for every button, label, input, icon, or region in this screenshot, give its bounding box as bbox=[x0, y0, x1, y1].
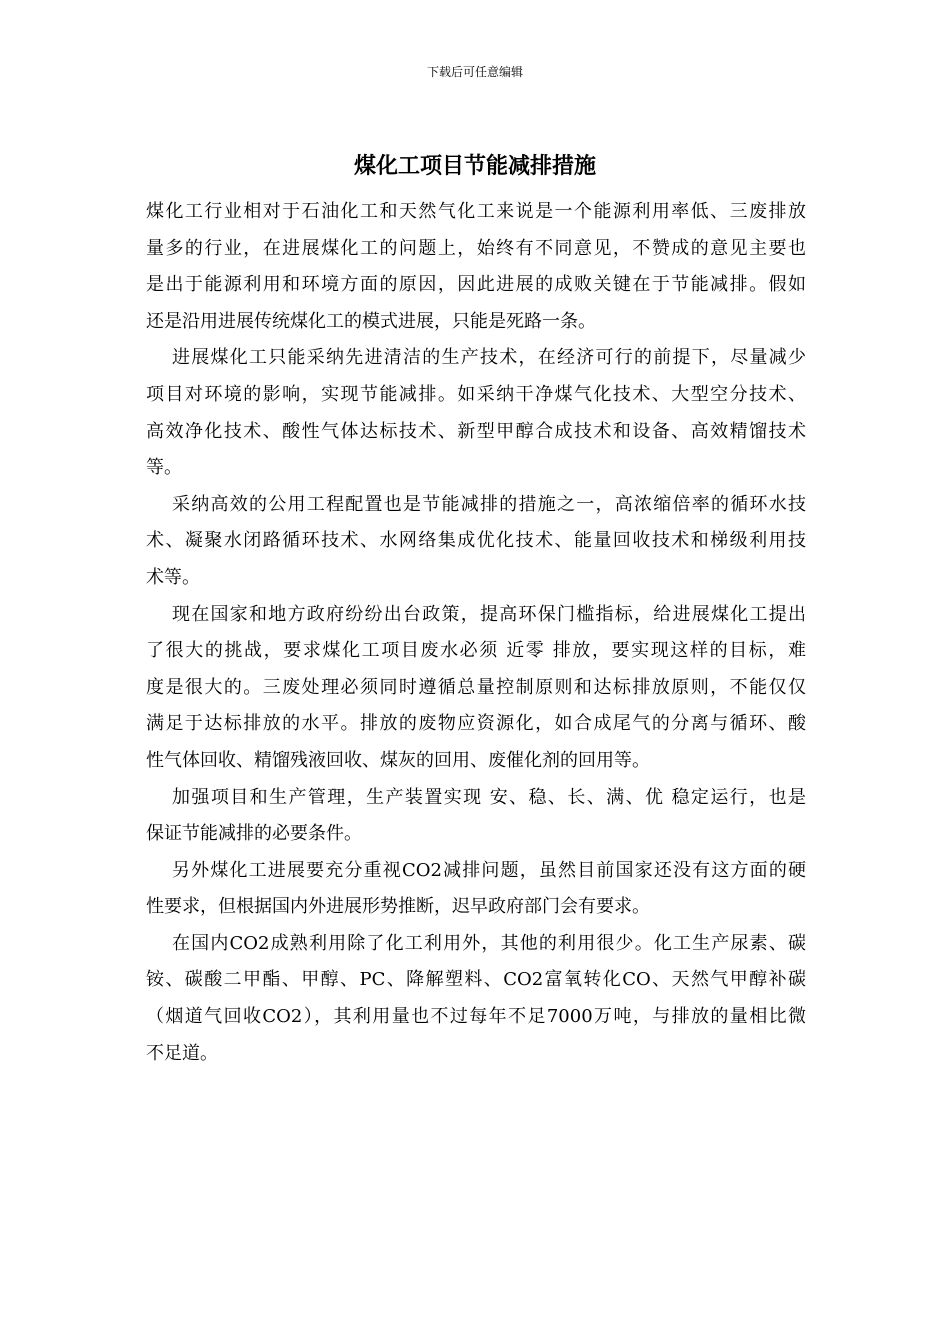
paragraph-line: 了很大的挑战，要求煤化工项目废水必须 近零 排放，要实现这样的目标，难 bbox=[146, 640, 806, 662]
paragraph-line: 高效净化技术、酸性气体达标技术、新型甲醇合成技术和设备、高效精馏技术 bbox=[146, 420, 806, 442]
paragraph-line: （烟道气回收CO2），其利用量也不过每年不足7000万吨，与排放的量相比微 bbox=[146, 1006, 806, 1028]
paragraph-line: 另外煤化工进展要充分重视CO2减排问题，虽然目前国家还没有这方面的硬 bbox=[172, 859, 806, 881]
paragraph-line: 量多的行业，在进展煤化工的问题上，始终有不同意见，不赞成的意见主要也 bbox=[146, 237, 806, 259]
paragraph-line: 现在国家和地方政府纷纷出台政策，提高环保门槛指标，给进展煤化工提出 bbox=[172, 603, 806, 625]
paragraph-line: 还是沿用进展传统煤化工的模式进展，只能是死路一条。 bbox=[146, 310, 596, 332]
paragraph-4 bbox=[146, 597, 806, 780]
paragraph-7 bbox=[146, 926, 806, 1072]
paragraph-line: 采纳高效的公用工程配置也是节能减排的措施之一，高浓缩倍率的循环水技 bbox=[172, 493, 806, 515]
paragraph-line: 术、凝聚水闭路循环技术、水网络集成优化技术、能量回收技术和梯级利用技 bbox=[146, 530, 806, 552]
paragraph-line: 性要求，但根据国内外进展形势推断，迟早政府部门会有要求。 bbox=[146, 896, 650, 918]
paragraph-line: 项目对环境的影响，实现节能减排。如采纳干净煤气化技术、大型空分技术、 bbox=[146, 383, 806, 405]
paragraph-line: 在国内CO2成熟利用除了化工利用外，其他的利用很少。化工生产尿素、碳 bbox=[172, 932, 806, 954]
paragraph-line: 满足于达标排放的水平。排放的废物应资源化，如合成尾气的分离与循环、酸 bbox=[146, 713, 806, 735]
paragraph-5 bbox=[146, 780, 806, 853]
paragraph-line: 性气体回收、精馏残液回收、煤灰的回用、废催化剂的回用等。 bbox=[146, 749, 650, 771]
paragraph-3 bbox=[146, 487, 806, 597]
document-body bbox=[146, 194, 806, 1072]
paragraph-line: 不足道。 bbox=[146, 1042, 218, 1064]
paragraph-line: 是出于能源利用和环境方面的原因，因此进展的成败关键在于节能减排。假如 bbox=[146, 274, 806, 296]
paragraph-1 bbox=[146, 194, 806, 340]
paragraph-line: 术等。 bbox=[146, 566, 200, 588]
paragraph-line: 等。 bbox=[146, 457, 182, 479]
page-header-note: 下载后可任意编辑 bbox=[426, 65, 523, 79]
document-title: 煤化工项目节能减排措施 bbox=[353, 154, 596, 179]
paragraph-line: 进展煤化工只能采纳先进清洁的生产技术，在经济可行的前提下，尽量减少 bbox=[172, 347, 806, 369]
paragraph-6 bbox=[146, 853, 806, 926]
paragraph-2 bbox=[146, 340, 806, 486]
paragraph-line: 加强项目和生产管理，生产装置实现 安、稳、长、满、优 稳定运行，也是 bbox=[172, 786, 806, 808]
paragraph-line: 保证节能减排的必要条件。 bbox=[146, 823, 362, 845]
paragraph-line: 铵、碳酸二甲酯、甲醇、PC、降解塑料、CO2富氧转化CO、天然气甲醇补碳 bbox=[146, 969, 806, 991]
paragraph-line: 煤化工行业相对于石油化工和天然气化工来说是一个能源利用率低、三废排放 bbox=[146, 201, 806, 222]
paragraph-line: 度是很大的。三废处理必须同时遵循总量控制原则和达标排放原则，不能仅仅 bbox=[146, 676, 806, 698]
